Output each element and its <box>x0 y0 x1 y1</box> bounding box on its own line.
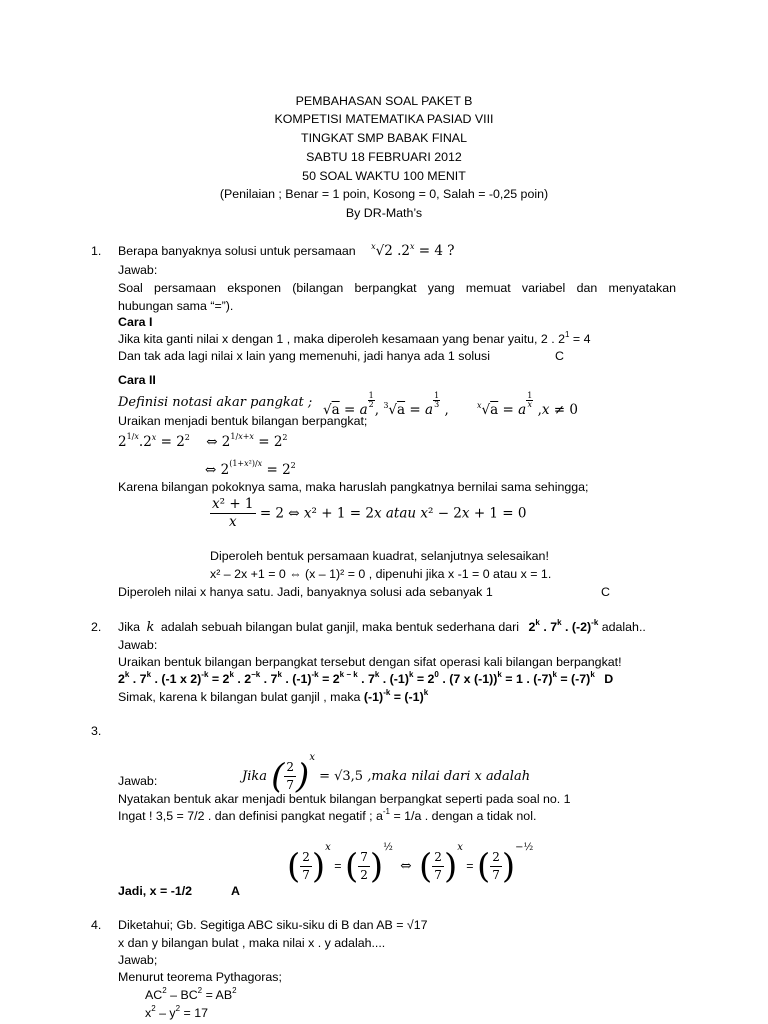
q3-rest: ,maka nilai dari x adalah <box>367 769 531 784</box>
q2-jawab: Jawab: <box>118 638 158 652</box>
q1-quad-2: x² – 2x +1 = 0 ⇔ (x – 1)² = 0 , dipenuhi jika x -1 = 0 atau x = 1. <box>210 567 552 581</box>
q3-ingat-tail: = 1/a . dengan a tidak nol. <box>390 809 537 823</box>
q3-question: Jika ( $\frac{2}{7}$ )$^x$ = √3,5 ,maka nilai dari x adalah <box>242 752 531 797</box>
q2-answer: D <box>604 672 614 686</box>
title-line-7: By DR-Math’s <box>345 206 423 220</box>
q1-atau: atau <box>385 505 417 522</box>
q1-no-other: Dan tak ada lagi nilai x lain yang memenuhi, jadi hanya ada 1 solusi <box>118 349 490 363</box>
title-line-2: KOMPETISI MATEMATIKA PASIAD VIII <box>274 112 494 126</box>
q1-question-text: Berapa banyaknya solusi untuk persamaan <box>118 244 356 258</box>
q1-paragraph-1: Soal persamaan eksponen (bilangan berpangkat yang memuat variabel dan menyatakan <box>118 281 676 295</box>
q2-paragraph-1: Uraikan bentuk bilangan berpangkat tersebut dengan sifat operasi kali bilangan berpangkat! <box>118 655 622 669</box>
q1-question <box>118 242 455 260</box>
q2-question: Jika k adalah sebuah bilangan bulat ganjil, maka bentuk sederhana dari 2$^k$ . 7$^k$ . $(-2)^{-k}$ adalah.. <box>118 618 646 635</box>
q4-equation-2: $x^2 - y^2 = 17$ <box>145 1004 208 1020</box>
q3-paragraph-1: Nyatakan bentuk akar menjadi bentuk bilangan berpangkat seperti pada soal no. 1 <box>118 792 571 806</box>
q3-answer: A <box>231 884 240 898</box>
title-line-3: TINGKAT SMP BABAK FINAL <box>301 131 467 145</box>
q1-number: 1. <box>91 244 102 258</box>
q1-final: Diperoleh nilai x hanya satu. Jadi, banyaknya solusi ada sebanyak 1 <box>118 585 493 599</box>
q1-step-3: $\frac{\text{x² + 1}}{x}$ = 2 ⇔ x² + 1 = 2x atau x² − 2x + 1 = 0 <box>212 496 527 530</box>
q1-jawab: Jawab: <box>118 263 158 277</box>
q3-ingat: Ingat ! 3,5 = 7/2 . dan definisi pangkat negatif ; $a^{-1} = 1/a$ . dengan a tidak nol. <box>118 807 537 823</box>
q3-jika: Jika <box>242 769 267 784</box>
q2-question-c: adalah.. <box>601 620 646 634</box>
q3-working: ( $\frac{2}{7}$ )$^x$ = ( $\frac{7}{2}$ )$^{\frac{1}{2}}$ ⇔ ( $\frac{2}{7}$ )$^x$ = ( $\frac{2}{7}$ )$^{-\frac{1}{2}}$ <box>287 842 534 887</box>
q4-jawab: Jawab; <box>118 953 158 967</box>
q4-line-2: x dan y bilangan bulat , maka nilai x . y adalah.... <box>118 936 386 950</box>
q1-cara-1: Cara I <box>118 315 153 329</box>
q1-answer-1: C <box>555 349 564 363</box>
q3-number: 3. <box>91 724 102 738</box>
q1-equation: $^x$√2 $.2^x = 4$ ? <box>371 242 455 259</box>
q4-equation-1: $AC^2 - BC^2 = AB^2$ <box>145 986 237 1002</box>
q1-step-1: $2^{1/x}.2^x = 2^2$ ⇔ $2^{1/x+x} = 2^2$ <box>118 432 288 450</box>
q3-jawab: Jawab: <box>118 774 158 788</box>
q1-answer-2: C <box>601 585 610 599</box>
q3-jadi: Jadi, x = -1/2 <box>118 884 193 898</box>
q2-simak: Simak, karena k bilangan bulat ganjil , maka $(-1)^{-k} = (-1)^k$ <box>118 688 429 704</box>
q1-quad-1: Diperoleh bentuk persamaan kuadrat, selanjutnya selesaikan! <box>210 549 549 563</box>
title-line-1: PEMBAHASAN SOAL PAKET B <box>295 94 473 108</box>
title-line-4: SABTU 18 FEBRUARI 2012 <box>306 150 462 164</box>
q1-uraikan: Uraikan menjadi bentuk bilangan berpangkat; <box>118 414 368 428</box>
q2-simak-text: Simak, karena k bilangan bulat ganjil , maka <box>118 690 361 704</box>
q2-question-k: k <box>146 620 155 635</box>
q2-working: 2$^k$ . 7$^k$ . (-1 x $2)^{-k} = 2^k$ . $2^{-k}$ . 7$^k$ . $(-1)^{-k} = 2^{k - k}$ . 7$^k$ . $(-1)^k = 2^0$ . (7 x (-1))$^k$ = 1 . $(-7)^k = (-7)^k$ D <box>118 670 614 686</box>
q1-definisi: Definisi notasi akar pangkat ; <box>118 395 313 410</box>
q4-line-1: Diketahui; Gb. Segitiga ABC siku-siku di B dan AB = √17 <box>118 918 428 932</box>
q1-cara-1-tail: = 4 <box>569 332 591 346</box>
q4-line-3: Menurut teorema Pythagoras; <box>118 970 282 984</box>
q1-cara-2: Cara II <box>118 373 156 387</box>
title-line-6: (Penilaian ; Benar = 1 poin, Kosong = 0, Salah = -0,25 poin) <box>219 187 549 201</box>
q1-cara-1-text: Jika kita ganti nilai x dengan 1 , maka diperoleh kesamaan yang benar yaitu, 2 . $2^1 = 4$ <box>118 330 591 346</box>
q4-number: 4. <box>91 918 102 932</box>
q1-cara-1-body: Jika kita ganti nilai x dengan 1 , maka diperoleh kesamaan yang benar yaitu, 2 . 2 <box>118 332 566 346</box>
q3-ingat-text: Ingat ! 3,5 = 7/2 . dan definisi pangkat negatif ; a <box>118 809 383 823</box>
q1-karena: Karena bilangan pokoknya sama, maka haruslah pangkatnya bernilai sama sehingga; <box>118 480 589 494</box>
title-line-5: 50 SOAL WAKTU 100 MENIT <box>302 169 466 183</box>
q2-question-b: adalah sebuah bilangan bulat ganjil, maka bentuk sederhana dari <box>160 620 520 634</box>
q1-paragraph-1b: hubungan sama “=”). <box>118 299 234 313</box>
q1-definisi-formula: √a = a $\frac{1}{2}$ , $^3$√a = a $\frac{1}{3}$ , $^x$√a = a $\frac{1}{x}$ ,x ≠ 0 <box>323 391 578 418</box>
q1-step-2: ⇔ $2^{(1+x^2)/x} = 2^2$ <box>205 459 296 478</box>
q2-number: 2. <box>91 620 102 634</box>
q2-question-a: Jika <box>118 620 141 634</box>
